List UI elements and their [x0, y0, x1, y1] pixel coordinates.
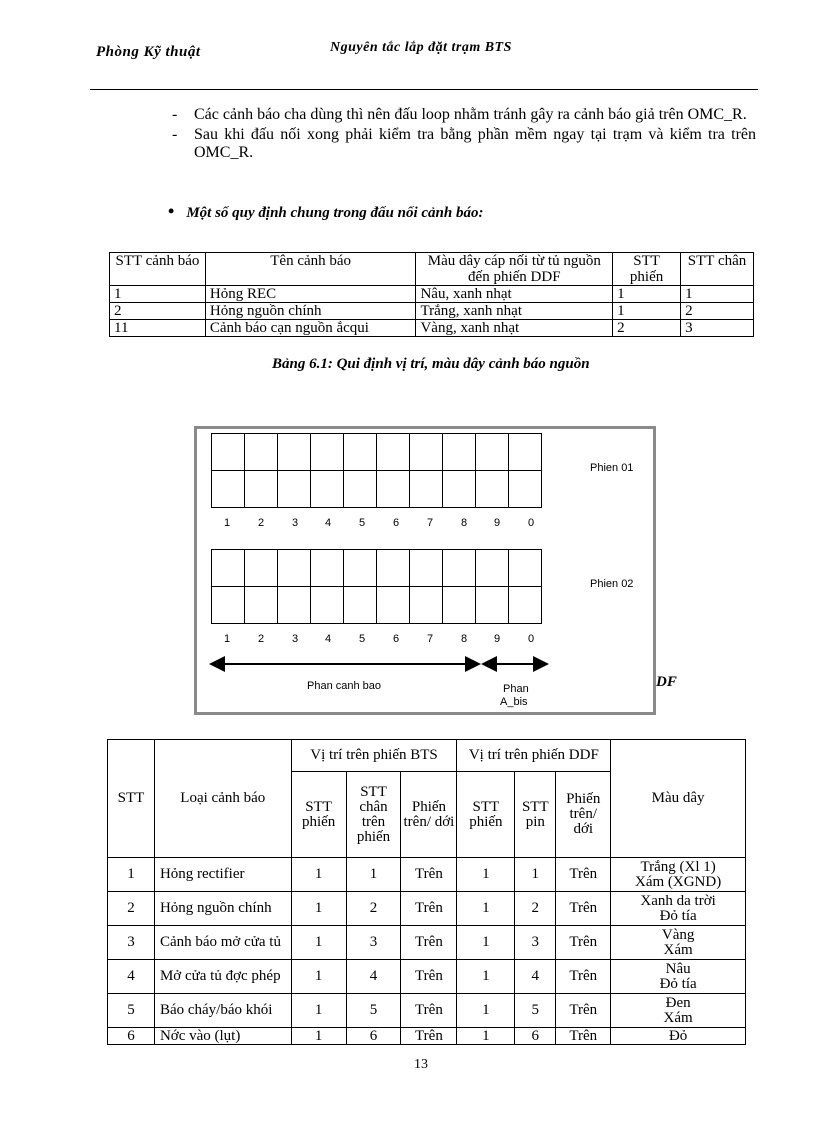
- cell: 5: [346, 994, 401, 1028]
- pin-number: 4: [325, 517, 332, 529]
- cell: Nớc vào (lụt): [154, 1028, 291, 1045]
- table-row: [108, 994, 746, 1028]
- color-line: Vàng: [661, 926, 695, 943]
- cell: 2: [613, 320, 681, 337]
- bullet-list: [172, 106, 756, 164]
- table-header-row: [108, 740, 746, 772]
- color-line: Xanh da trời: [640, 892, 716, 909]
- cell: 6: [346, 1028, 401, 1045]
- cell: 1: [108, 858, 155, 892]
- col-header: STT phiến: [613, 253, 681, 286]
- pin-number: 6: [393, 633, 400, 645]
- bullet-text: Các cảnh báo cha dùng thì nên đấu loop nhằm tránh gây ra cảnh báo giả trên OMC_R.: [194, 106, 747, 123]
- cell: 1: [457, 926, 515, 960]
- col-header: STT chân: [681, 253, 754, 286]
- cell: 2: [110, 303, 206, 320]
- cell: 1: [291, 858, 346, 892]
- bullet-dash: -: [172, 126, 178, 143]
- bullet-text: Sau khi đấu nối xong phải kiểm tra bằng phần mềm ngay tại trạm và kiểm tra trên OMC_R.: [194, 126, 756, 161]
- cell: 1: [291, 926, 346, 960]
- arrow-label: Phan: [503, 683, 529, 695]
- panel-label: Phien 01: [590, 462, 634, 474]
- color-line: Đỏ tía: [659, 975, 697, 992]
- cell: 1: [457, 858, 515, 892]
- table-row: [108, 960, 746, 994]
- cell: 2: [515, 892, 556, 926]
- color-line: Đen: [665, 994, 691, 1011]
- col-header: Tên cảnh báo: [205, 253, 416, 286]
- cell: 1: [291, 994, 346, 1028]
- bullet-item: [172, 106, 756, 124]
- cell: 4: [346, 960, 401, 994]
- pin-number: 8: [461, 633, 468, 645]
- cell: Hỏng nguồn chính: [154, 892, 291, 926]
- pin-number: 5: [359, 633, 366, 645]
- cell: 3: [681, 320, 754, 337]
- cell: Trên: [401, 994, 457, 1028]
- pin-number: 5: [359, 517, 366, 529]
- cell: [611, 926, 746, 960]
- color-line: Xám: [663, 941, 693, 958]
- alarm-wiring-table: [107, 739, 746, 1045]
- pin-number: 2: [258, 633, 265, 645]
- col-group-header: Vị trí trên phiến DDF: [457, 740, 611, 772]
- cell: 1: [110, 286, 206, 303]
- col-header: STT phiến: [291, 772, 346, 858]
- table-row: [110, 286, 754, 303]
- cell: Trắng, xanh nhạt: [416, 303, 613, 320]
- cell: Trên: [556, 858, 611, 892]
- pin-number: 9: [494, 633, 501, 645]
- cell: 1: [457, 960, 515, 994]
- table-row: [108, 892, 746, 926]
- col-header: STT cảnh báo: [110, 253, 206, 286]
- arrow-label: A_bis: [500, 696, 528, 708]
- cell: 1: [681, 286, 754, 303]
- panel-label: Phien 02: [590, 578, 634, 590]
- pin-number: 4: [325, 633, 332, 645]
- table-row: [108, 1028, 746, 1045]
- header-rule: [90, 89, 758, 90]
- header-title: Nguyên tắc lắp đặt trạm BTS: [330, 40, 512, 55]
- figure-caption-fragment: DF: [656, 674, 677, 690]
- cell: Mở cửa tủ đợc phép: [154, 960, 291, 994]
- ddf-diagram: [194, 426, 656, 715]
- col-header: Màu dây: [611, 740, 746, 858]
- header-department: Phòng Kỹ thuật: [96, 44, 201, 60]
- cell: Hỏng nguồn chính: [205, 303, 416, 320]
- pin-number: 1: [224, 633, 231, 645]
- col-header: STT: [108, 740, 155, 858]
- cell: Trên: [556, 1028, 611, 1045]
- cell: Trên: [556, 892, 611, 926]
- table-row: [110, 303, 754, 320]
- cell: 5: [108, 994, 155, 1028]
- color-line: Nâu: [665, 960, 691, 977]
- cell: Cảnh báo mở cửa tủ: [154, 926, 291, 960]
- cell: 1: [291, 892, 346, 926]
- col-header: STT chân trên phiến: [346, 772, 401, 858]
- pin-number: 3: [292, 633, 299, 645]
- col-header: Phiến trên/ dới: [556, 772, 611, 858]
- pin-number: 1: [224, 517, 231, 529]
- col-header: STT pin: [515, 772, 556, 858]
- cell: 6: [515, 1028, 556, 1045]
- bullet-dash: -: [172, 106, 178, 123]
- cell: 2: [346, 892, 401, 926]
- cell: Báo cháy/báo khói: [154, 994, 291, 1028]
- cell: Trên: [556, 960, 611, 994]
- table-row: [108, 926, 746, 960]
- pin-number: 3: [292, 517, 299, 529]
- cell: 1: [291, 1028, 346, 1045]
- cell: Hỏng rectifier: [154, 858, 291, 892]
- cell: 3: [108, 926, 155, 960]
- table-row: [110, 320, 754, 337]
- bullet-item: [172, 126, 756, 162]
- col-header: Phiến trên/ dới: [401, 772, 457, 858]
- cell: 1: [613, 286, 681, 303]
- cell: Trên: [401, 858, 457, 892]
- cell: Đỏ: [611, 1028, 746, 1045]
- cell: 1: [457, 994, 515, 1028]
- table-caption: Bảng 6.1: Qui định vị trí, màu dây cảnh báo nguồn: [272, 356, 590, 372]
- cell: 1: [613, 303, 681, 320]
- col-header: Loại cảnh báo: [154, 740, 291, 858]
- color-line: Trắng (Xl 1): [640, 858, 716, 875]
- pin-number: 7: [427, 517, 434, 529]
- cell: 3: [346, 926, 401, 960]
- cell: 2: [681, 303, 754, 320]
- cell: 4: [515, 960, 556, 994]
- pin-number: 0: [528, 633, 535, 645]
- cell: 5: [515, 994, 556, 1028]
- pin-number: 9: [494, 517, 501, 529]
- cell: Trên: [556, 926, 611, 960]
- cell: Cảnh báo cạn nguồn ắcqui: [205, 320, 416, 337]
- cell: Trên: [401, 1028, 457, 1045]
- cell: Hỏng REC: [205, 286, 416, 303]
- cell: 6: [108, 1028, 155, 1045]
- power-alarm-table: [109, 252, 754, 337]
- arrows: [197, 429, 653, 712]
- cell: 1: [515, 858, 556, 892]
- col-header: Màu dây cáp nối từ tủ nguồn đến phiến DDF: [416, 253, 613, 286]
- cell: [611, 960, 746, 994]
- section-title: [168, 201, 483, 222]
- pin-number: 2: [258, 517, 265, 529]
- pin-number: 0: [528, 517, 535, 529]
- page-number: 13: [414, 1057, 428, 1072]
- cell: Trên: [556, 994, 611, 1028]
- section-title-text: Một số quy định chung trong đấu nối cảnh báo:: [186, 205, 484, 221]
- cell: [611, 892, 746, 926]
- cell: [611, 994, 746, 1028]
- color-line: Đỏ tía: [659, 907, 697, 924]
- cell: 1: [457, 1028, 515, 1045]
- cell: Nâu, xanh nhạt: [416, 286, 613, 303]
- cell: Trên: [401, 926, 457, 960]
- cell: 11: [110, 320, 206, 337]
- cell: 1: [291, 960, 346, 994]
- cell: Trên: [401, 960, 457, 994]
- cell: Vàng, xanh nhạt: [416, 320, 613, 337]
- color-line: Xám (XGND): [634, 873, 722, 890]
- arrow-label: Phan canh bao: [307, 680, 382, 692]
- col-group-header: Vị trí trên phiến BTS: [291, 740, 457, 772]
- cell: [611, 858, 746, 892]
- color-line: Xám: [663, 1009, 693, 1026]
- pin-number: 7: [427, 633, 434, 645]
- cell: 1: [457, 892, 515, 926]
- col-header: STT phiến: [457, 772, 515, 858]
- table-header-row: [110, 253, 754, 286]
- bullet-dot-icon: •: [168, 201, 175, 221]
- table-row: [108, 858, 746, 892]
- pin-number: 6: [393, 517, 400, 529]
- cell: 2: [108, 892, 155, 926]
- cell: 1: [346, 858, 401, 892]
- cell: Trên: [401, 892, 457, 926]
- cell: 4: [108, 960, 155, 994]
- cell: 3: [515, 926, 556, 960]
- pin-number: 8: [461, 517, 468, 529]
